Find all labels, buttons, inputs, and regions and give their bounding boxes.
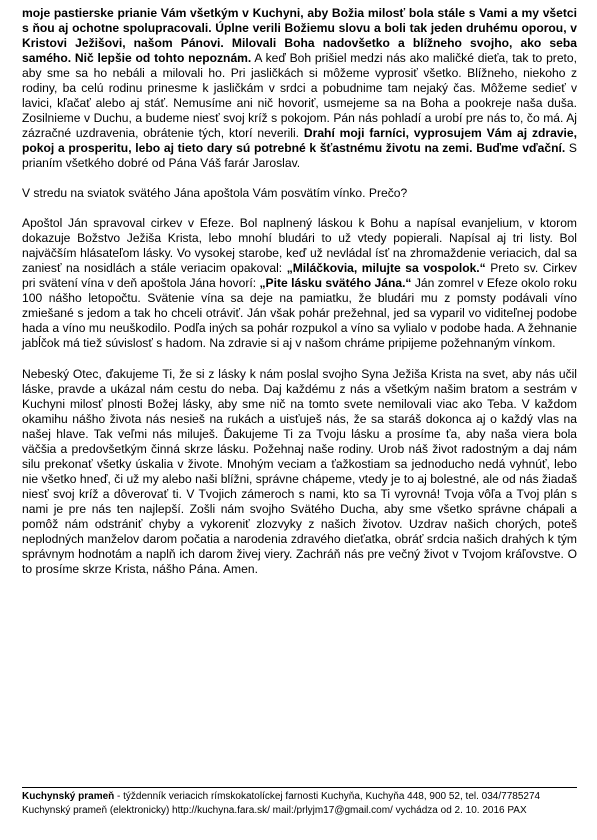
john-quote-2: „Pite lásku svätého Jána.“ <box>259 276 412 290</box>
footer-line-1 <box>22 790 577 804</box>
paragraph-wine-blessing: V stredu na sviatok svätého Jána apoštola Vám posvätím vínko. Prečo? <box>22 186 408 200</box>
footer-publisher-info: - týždenník veriacich rímskokatolíckej farnosti Kuchyňa, Kuchyňa 448, 900 52, tel. 034/7785274 <box>114 791 541 802</box>
footer-line-2: Kuchynský prameň (elektronicky) http://kuchyna.fara.sk/ mail:/prlyjm17@gmail.com/ vychádza od 2. 10. 2016 PAX <box>22 804 527 816</box>
john-text-1: Apoštol Ján spravoval cirkev v Efeze. Bol naplnený láskou k Bohu a napísal evanjelium, v ktorom dokazuje Božstvo Ježiša Krista, lebo mnohí bludári to už vtedy popierali. Napísal aj tri listy. Bol najväčším hlásateľom lásky. Vo vysokej starobe, keď už nevládal ísť na zhromaždenie veriacich, dal sa zaniesť na nosidlách a stále veriacim opakoval: <box>22 216 577 275</box>
footer-title: Kuchynský prameň <box>22 791 115 802</box>
paragraph-apostle-john <box>22 216 577 351</box>
bulletin-body <box>22 6 577 577</box>
john-quote-1: „Miláčkovia, milujte sa vospolok.“ <box>286 261 486 275</box>
spacer <box>22 201 577 216</box>
greeting-text: A keď Boh prišiel medzi nás ako maličké dieťa, tak to preto, aby sme sa ho nebáli a milovali ho. Pri jasličkách si môžeme vyprosiť všetko. Blížneho, niekoho z rodiny, ba celú rodinu prinesme k jasličkám v srdci a pobudnime tam nejaký čas. Môžeme sedieť v lavici, kľačať alebo aj stáť. Nemusíme ani nič hovoriť, usmejeme sa na Boha a pookreje naša duša. Zosilnieme v Duchu, a budeme niesť svoj kríž s pokojom. Pán nás pohladí a urobí pre nás to, čo má. Aj zázračné uzdravenia, obrátenie tých, ktorí neverili. <box>22 51 577 140</box>
greeting-signature: S prianím všetkého dobré od Pána Váš farár Jaroslav. <box>22 141 577 170</box>
paragraph-greeting <box>22 6 577 171</box>
bulletin-footer <box>22 787 577 817</box>
spacer <box>22 351 577 367</box>
john-text-3: Ján zomrel v Efeze okolo roku 100 nášho letopočtu. Svätenie vína sa deje na pamiatku, že bludári mu z pomsty podávali víno zmiešané s jedom a tak ho chceli otráviť. Ján však pohár prežehnal, jed sa vyparil vo viditeľnej podobe hada a víno mu neuškodilo. Podľa iných sa pohár rozpukol a víno sa vylialo v podobe hada. A žehnanie jabĺčok má tiež súvislosť s hadom. Na zdravie si aj v našom chráme pripijeme požehnaným vínkom. <box>22 276 577 350</box>
greeting-bold-text: moje pastierske prianie Vám všetkým v Kuchyni, aby Božia milosť bola stále s Vami a my všetci s ňou aj ochotne spolupracovali. Úplne verili Božiemu slovu a boli tak jeden druhému oporou, v Kristovi Ježišovi, našom Pánovi. Milovali Boha nadovšetko a blížneho svojho, ako seba samého. Nič lepšie od tohto nepoznám. <box>22 6 577 65</box>
spacer <box>22 171 577 186</box>
john-text-2: Preto sv. Cirkev pri svätení vína v deň apoštola Jána hovorí: <box>22 261 577 290</box>
greeting-wish-bold: Drahí moji farníci, vyprosujem Vám aj zdravie, pokoj a prosperitu, lebo aj tieto dary sú potrebné k šťastnému životu na zemi. Buďme vďační. <box>22 126 577 155</box>
paragraph-prayer: Nebeský Otec, ďakujeme Ti, že si z lásky k nám poslal svojho Syna Ježiša Krista na svet, aby nás učil láske, pravde a ukázal nám cestu do neba. Daj každému z nás a všetkým našim bratom a sestrám v Kuchyni milosť plnosti Božej lásky, aby sme nič na tomto svete nemilovali viac ako Teba. V každom okamihu nášho života nás nesieš na rukách a uisťuješ nás, že sa staráš dokonca aj o každý vlas na našej hlave. Tak veľmi nás miluješ. Ďakujeme Ti za Tvoju lásku a prosíme ťa, aby naša viera bola väčšia a predovšetkým činná skrze lásku. Požehnaj naše rodiny. Urob náš život radostným a daj nám silu prekonať všetky úskalia v živote. Mnohým veciam a ťažkostiam sa jednoducho nedá vyhnúť, lebo nie všetko hneď, či už my alebo naši blížni, správne chápeme, vtedy je to aj bolestné, ale od nás žiadaš niesť svoj kríž a dôverovať ti. V Tvojich zámeroch s nami, kto sa Ti vyrovná! Tvoja vôľa a Tvoj plán s nami je pre nás ten najlepší. Zošli nám svojho Svätého Ducha, aby sme všetko správne chápali a pomôž nám odstrániť chyby a vykoreniť zlozvyky z našich životov. Uzdrav našich chorých, poteš neplodných manželov darom počatia a narodenia zdravého dieťatka, obráť srdcia našich drahých k tým správnym hodnotám a naplň ich darom živej viery. Zachráň nás pre večný život v Tvojom kráľovstve. O to prosíme skrze Krista, nášho Pána. Amen. <box>22 367 577 576</box>
